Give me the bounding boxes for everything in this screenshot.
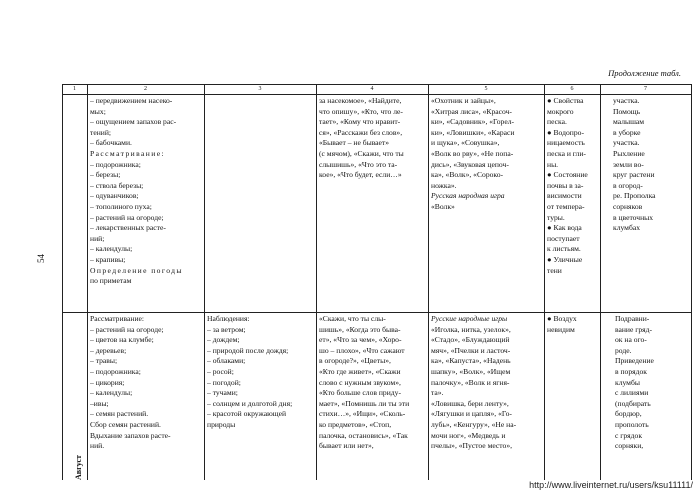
- row1-col7-labor: участка. Помощь малышам в уборке участка. Рыхление земли во- круг растени в огород- ре. Прополка сорняков в цветочных клумбах: [613, 96, 656, 233]
- row2-col5-outdoor-games: Русские народные игры «Иголка, нитка, узелок», «Стадо», «Блуждающий мяч», «Пчелки и ласточ- ка», «Капуста», «Надень шапку», «Волк», «Ищем палочку», «Волк и ягня- та». «Ловишка, бери ленту», «Лягушки и цапля», «Го- лубь», «Кенгуру», «Не на- мочи ног», «Медведь и пчелы», «Пустое место»,: [431, 314, 517, 451]
- row1-col4-games: за насекомое», «Найдите, что опишу», «Кто, что ле- тает», «Кому что нравит- ся», «Расскажи без слов», «Бывает – не бывает» (с мячом), «Скажи, что ты слышишь», «Что это та- кое», «Что будет, если…»: [319, 96, 404, 180]
- col-header-7: 7: [644, 86, 647, 92]
- row2-col7-labor: Подравни- вание гряд- ок на ого- роде. Приведение в порядок клумбы с лилиями (подбирать бордюр, прополоть с грядок сорняки,: [615, 314, 654, 451]
- row2-col2-observations: Рассматривание: – растений на огороде; – цветов на клумбе; – деревьев; – травы; – подорожника; – цикория; – календулы; –ивы; – семян растений. Сбор семян растений. Вдыхание запахов расте- ний.: [90, 314, 171, 451]
- row1-col2-observations: – передвижением насеко- мых; – ощущением запахов рас- тений; – бабочками. Рассматривание: – подорожника; – березы; – ствола березы; – одуванчиков; – тополиного пуха; – растений на огороде; – лекарственных расте- ний; – календулы; – крапивы; Определение погоды по приметам: [90, 96, 202, 311]
- col-header-5: 5: [484, 86, 488, 92]
- row2-col4-games: «Скажи, что ты слы- шишь», «Когда это быва- ет», «Что за чем», «Хоро- шо – плохо», «Что сажают в огороде?», «Цветы», «Кто где живет», «Скажи слово с нужным звуком», «Кто больше слов приду- мает», «Помнишь ли ты эти стихи…», «Ищи», «Сколь- ко предметов», «Стоп, палочка, остановись», «Так бывает или нет»,: [319, 314, 410, 451]
- schedule-table: [62, 84, 692, 480]
- col-header-4: 4: [370, 86, 374, 92]
- col-header-1: 1: [73, 86, 76, 92]
- col-header-2: 2: [144, 86, 147, 92]
- continuation-label: Продолжение табл.: [608, 68, 681, 78]
- row2-col6-experiments: ● Воздух невидим: [547, 314, 577, 334]
- col-header-3: 3: [258, 86, 262, 92]
- month-label: Август: [74, 455, 83, 480]
- row1-col2-subheading: Рассматривание:: [90, 148, 165, 158]
- page-number: 54: [36, 254, 46, 263]
- col-header-6: 6: [570, 86, 574, 92]
- row1-col6-experiments: ● Свойства мокрого песка. ● Водопро- ницаемость песка и гли- ны. ● Состояние почвы в за- висимости от темпера- туры. ● Как вода поступает к листьям. ● Уличные тени: [547, 96, 588, 275]
- row2-col3-observations: Наблюдения: – за ветром; – дождем; – природой после дождя; – облаками; – росой; – погодой; – тучами; – солнцем и долготой дня; – красотой окружающей природы: [207, 314, 293, 429]
- watermark-url: http://www.liveinternet.ru/users/ksu11111/: [529, 480, 693, 490]
- row1-col5-outdoor-games: «Охотник и зайцы», «Хитрая лиса», «Красоч- ки», «Садовник», «Горел- ки», «Ловишки», «Караси и щука», «Совушка», «Волк во рву», «Не попа- дись», «Звуковая цепоч- ка», «Волк», «Сороко- ножка». Русская народная игра «Волк»: [431, 96, 515, 211]
